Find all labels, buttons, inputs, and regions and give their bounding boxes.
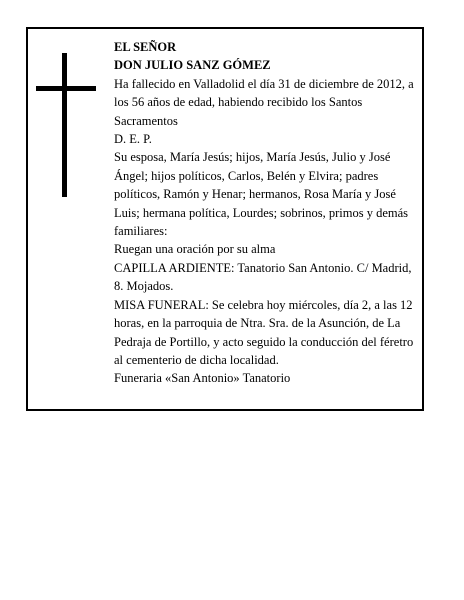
dep-line: D. E. P. (114, 132, 152, 147)
latin-cross-icon (36, 53, 96, 197)
funeral-mass-info: MISA FUNERAL: Se celebra hoy miércoles, día 2, a las 12 horas, en la parroquia de Ntra. Sra. de la Asunción, de La Pedraja de Portillo, y acto seguido la conducción del féretro al cementerio de dicha localidad. (114, 297, 414, 367)
obituary-heading: EL SEÑOR (114, 40, 177, 54)
funeral-home: Funeraria «San Antonio» Tanatorio (114, 371, 291, 386)
obituary-text (114, 38, 422, 388)
death-notice: Ha fallecido en Valladolid el día 31 de diciembre de 2012, a los 56 años de edad, habiendo recibido los Santos Sacramentos (114, 76, 414, 128)
chapel-info: CAPILLA ARDIENTE: Tanatorio San Antonio. C/ Madrid, 8. Mojados. (114, 260, 412, 294)
family-list: Su esposa, María Jesús; hijos, María Jesús, Julio y José Ángel; hijos políticos, Carlos, Belén y Elvira; padres políticos, Ramón y Henar; hermanos, Rosa María y José Luis; hermana política, Lourdes; sobrinos, primos y demás familiares: (114, 150, 409, 239)
deceased-name: DON JULIO SANZ GÓMEZ (114, 58, 271, 73)
prayer-request: Ruegan una oración por su alma (114, 242, 276, 257)
cross-horizontal-bar (36, 86, 96, 91)
cross-vertical-bar (62, 53, 67, 197)
